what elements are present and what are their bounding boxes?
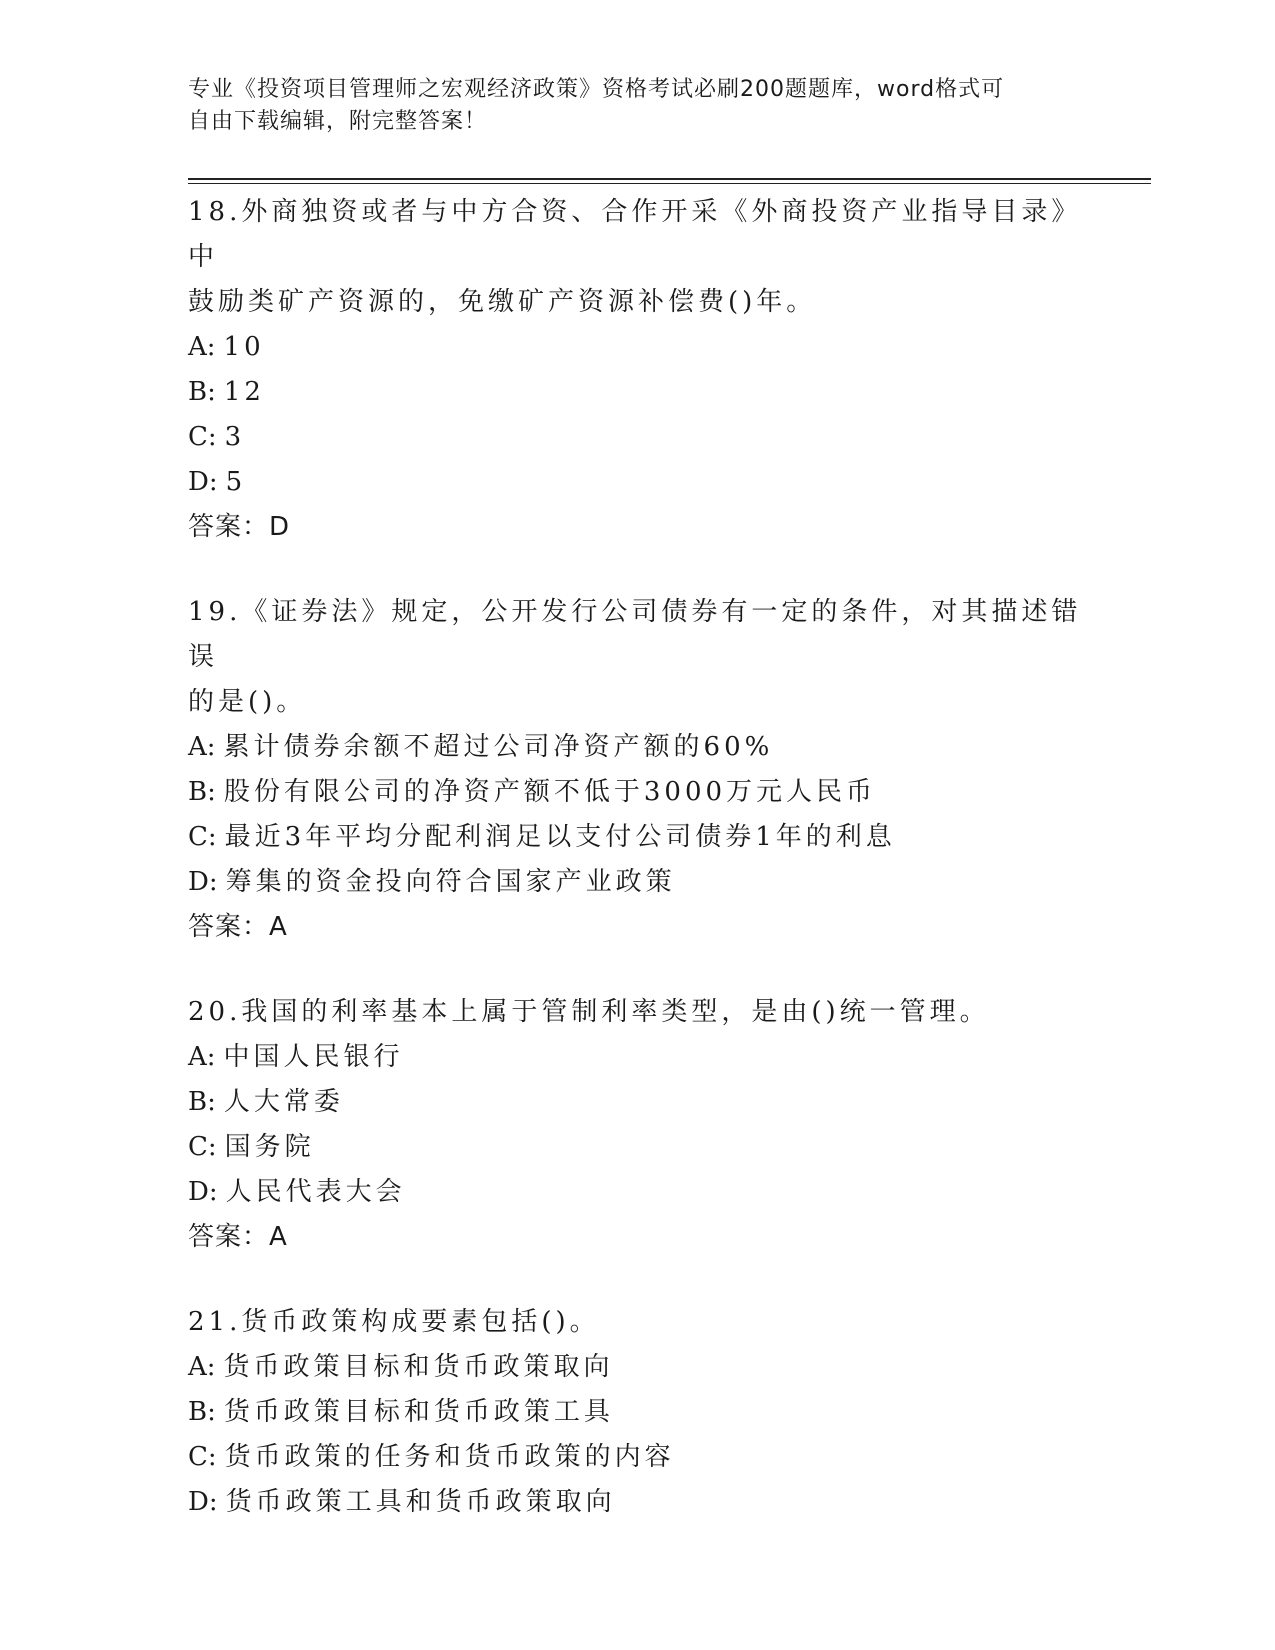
option-d	[188, 1480, 1088, 1525]
option-text: 12	[223, 377, 265, 407]
option-c	[188, 815, 1088, 860]
option-key: B:	[188, 377, 216, 407]
option-d	[188, 860, 1088, 905]
option-key: D:	[188, 1487, 218, 1517]
answer-line: 答案：A	[188, 912, 288, 942]
question-stem-line: 18.外商独资或者与中方合资、合作开采《外商投资产业指导目录》中	[188, 197, 1082, 272]
option-key: A:	[188, 732, 216, 762]
option-key: D:	[188, 467, 218, 497]
option-a	[188, 1035, 1088, 1080]
option-text: 人大常委	[223, 1087, 344, 1117]
header-line-1: 专业《投资项目管理师之宏观经济政策》资格考试必刷200题题库，word格式可	[188, 77, 1005, 102]
option-text: 累计债券余额不超过公司净资产额的60%	[223, 732, 774, 762]
question-20	[188, 990, 1088, 1260]
question-18	[188, 190, 1088, 550]
option-text: 10	[223, 332, 265, 362]
option-text: 3	[224, 422, 246, 452]
option-key: B:	[188, 777, 216, 807]
option-text: 5	[225, 467, 247, 497]
question-stem-line: 鼓励类矿产资源的，免缴矿产资源补偿费()年。	[188, 287, 817, 317]
document-header	[188, 74, 1068, 138]
header-line-2: 自由下载编辑，附完整答案！	[188, 109, 488, 134]
option-a	[188, 325, 1088, 370]
option-b	[188, 370, 1088, 415]
question-list	[188, 190, 1088, 1565]
option-text: 货币政策目标和货币政策工具	[223, 1397, 614, 1427]
question-19	[188, 590, 1088, 950]
question-stem-line: 19.《证券法》规定，公开发行公司债券有一定的条件，对其描述错误	[188, 597, 1082, 672]
option-key: C:	[188, 822, 217, 852]
option-key: D:	[188, 1177, 218, 1207]
option-text: 中国人民银行	[223, 1042, 404, 1072]
option-text: 货币政策工具和货币政策取向	[225, 1487, 616, 1517]
question-stem-line: 的是()。	[188, 687, 307, 717]
option-text: 国务院	[224, 1132, 315, 1162]
option-text: 人民代表大会	[225, 1177, 406, 1207]
option-key: D:	[188, 867, 218, 897]
option-key: B:	[188, 1087, 216, 1117]
option-c	[188, 1125, 1088, 1170]
header-divider-thin	[188, 183, 1151, 184]
header-divider-thick	[188, 178, 1151, 180]
option-a	[188, 1345, 1088, 1390]
question-stem-line: 20.我国的利率基本上属于管制利率类型，是由()统一管理。	[188, 997, 990, 1027]
question-stem-line: 21.货币政策构成要素包括()。	[188, 1307, 600, 1337]
answer-line: 答案：A	[188, 1222, 288, 1252]
option-text: 货币政策目标和货币政策取向	[223, 1352, 614, 1382]
option-text: 股份有限公司的净资产额不低于3000万元人民币	[223, 777, 877, 807]
option-a	[188, 725, 1088, 770]
option-text: 筹集的资金投向符合国家产业政策	[225, 867, 676, 897]
option-key: A:	[188, 332, 216, 362]
option-key: C:	[188, 1442, 217, 1472]
option-d	[188, 460, 1088, 505]
option-c	[188, 415, 1088, 460]
option-key: A:	[188, 1352, 216, 1382]
option-b	[188, 770, 1088, 815]
option-text: 最近3年平均分配利润足以支付公司债券1年的利息	[224, 822, 896, 852]
option-key: C:	[188, 422, 217, 452]
option-key: C:	[188, 1132, 217, 1162]
option-d	[188, 1170, 1088, 1215]
option-key: A:	[188, 1042, 216, 1072]
option-text: 货币政策的任务和货币政策的内容	[224, 1442, 675, 1472]
option-b	[188, 1390, 1088, 1435]
option-c	[188, 1435, 1088, 1480]
option-key: B:	[188, 1397, 216, 1427]
answer-line: 答案：D	[188, 512, 291, 542]
option-b	[188, 1080, 1088, 1125]
question-21	[188, 1300, 1088, 1525]
